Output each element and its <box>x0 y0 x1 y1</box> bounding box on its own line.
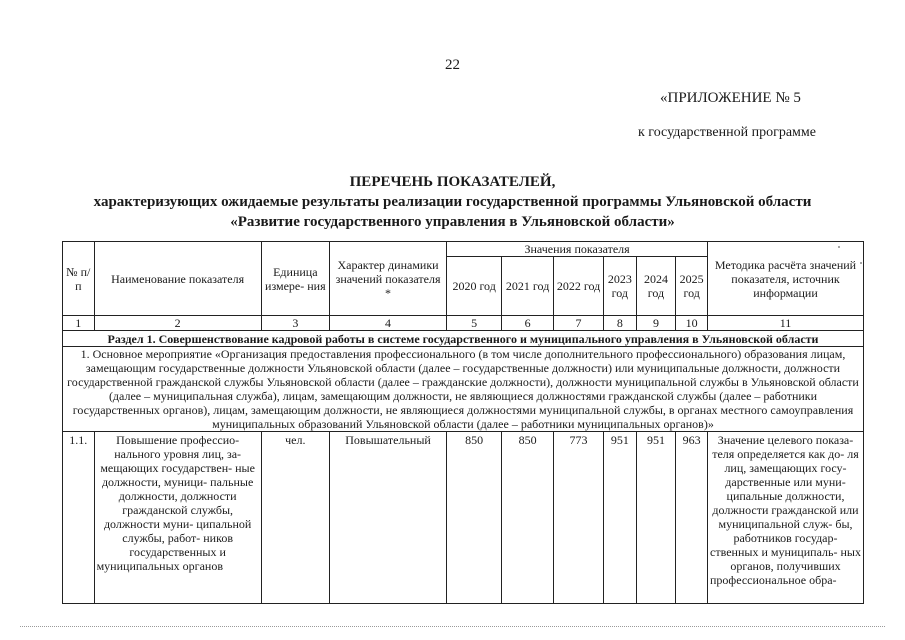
column-number: 4 <box>329 316 446 331</box>
header-method: Методика расчёта значений показателя, источник информации <box>708 242 864 316</box>
header-dynamics: Характер динамики значений показателя * <box>329 242 446 316</box>
row-value-2021: 850 <box>502 432 554 604</box>
column-number-row <box>63 316 864 331</box>
column-number: 6 <box>502 316 554 331</box>
title-line-3: «Развитие государственного управления в Ульяновской области» <box>230 214 675 230</box>
column-number: 1 <box>63 316 95 331</box>
row-num: 1.1. <box>63 432 95 604</box>
header-year: 2025 год <box>676 257 708 316</box>
header-values-group: Значения показателя <box>447 242 708 257</box>
section-row <box>63 331 864 347</box>
header-year: 2020 год <box>447 257 502 316</box>
title-line-1: ПЕРЕЧЕНЬ ПОКАЗАТЕЛЕЙ, <box>349 174 556 190</box>
column-number: 2 <box>94 316 261 331</box>
header-row-top <box>63 242 864 257</box>
scan-speck <box>838 246 840 248</box>
column-number: 7 <box>554 316 604 331</box>
column-number: 3 <box>261 316 329 331</box>
header-year: 2024 год <box>636 257 676 316</box>
scan-speck <box>860 262 862 264</box>
appendix-title: «ПРИЛОЖЕНИЕ № 5 <box>660 90 801 106</box>
main-event-text: 1. Основное мероприятие «Организация предоставления профессионального (в том числе дополнительного профессионального) образования лицам, замещающим государственные должности Ульяновской области (далее – государственные должности) или муниципальные должности, должности государственной гражданской службы Ульяновской области (далее – гражданские должности), должности муниципальной службы в Ульяновской области (далее – муниципальная служба), лицам, замещающим должности, не являющиеся должностями гражданской службы (далее – работники государственных органов), лицам, замещающим должности, не являющиеся должностями муниципальной службы, в органах местного самоуправления муниципальных образований Ульяновской области (далее – работники муниципальных органов)» <box>63 347 864 432</box>
section-heading: Раздел 1. Совершенствование кадровой работы в системе государственного и муниципального управления в Ульяновской области <box>63 331 864 347</box>
header-year: 2023 год <box>604 257 637 316</box>
header-year: 2022 год <box>554 257 604 316</box>
page-number: 22 <box>445 57 460 73</box>
row-dynamics: Повышательный <box>329 432 446 604</box>
row-value-2020: 850 <box>447 432 502 604</box>
row-name: Повышение профессио- нального уровня лиц, за- мещающих государствен- ные должности, муници- пальные должности, должности гражданской службы, должности муни- ципальной службы, работ- ников государственных и муниципальных органов <box>94 432 261 604</box>
row-value-2022: 773 <box>554 432 604 604</box>
row-value-2023: 951 <box>604 432 637 604</box>
header-num: № п/п <box>63 242 95 316</box>
row-value-2025: 963 <box>676 432 708 604</box>
column-number: 9 <box>636 316 676 331</box>
header-unit: Единица измере- ния <box>261 242 329 316</box>
header-year: 2021 год <box>502 257 554 316</box>
column-number: 5 <box>447 316 502 331</box>
header-name: Наименование показателя <box>94 242 261 316</box>
column-number: 8 <box>604 316 637 331</box>
column-number: 10 <box>676 316 708 331</box>
row-method: Значение целевого показа- теля определяется как до- ля лиц, замещающих госу- дарственные или муни- ципальные должности, должности гражданской или муниципальной служ- бы, работников государ- ственных и муниципаль- ных органов, получивших профессиональное обра- <box>708 432 864 604</box>
title-line-2: характеризующих ожидаемые результаты реализации государственной программы Ульяновской области <box>93 194 812 210</box>
table-row <box>63 432 864 604</box>
indicators-table <box>62 241 864 604</box>
event-row <box>63 347 864 432</box>
row-value-2024: 951 <box>636 432 676 604</box>
scan-edge-line <box>20 626 885 627</box>
document-title <box>0 172 905 232</box>
appendix-subtitle: к государственной программе <box>638 125 816 140</box>
column-number: 11 <box>708 316 864 331</box>
row-unit: чел. <box>261 432 329 604</box>
